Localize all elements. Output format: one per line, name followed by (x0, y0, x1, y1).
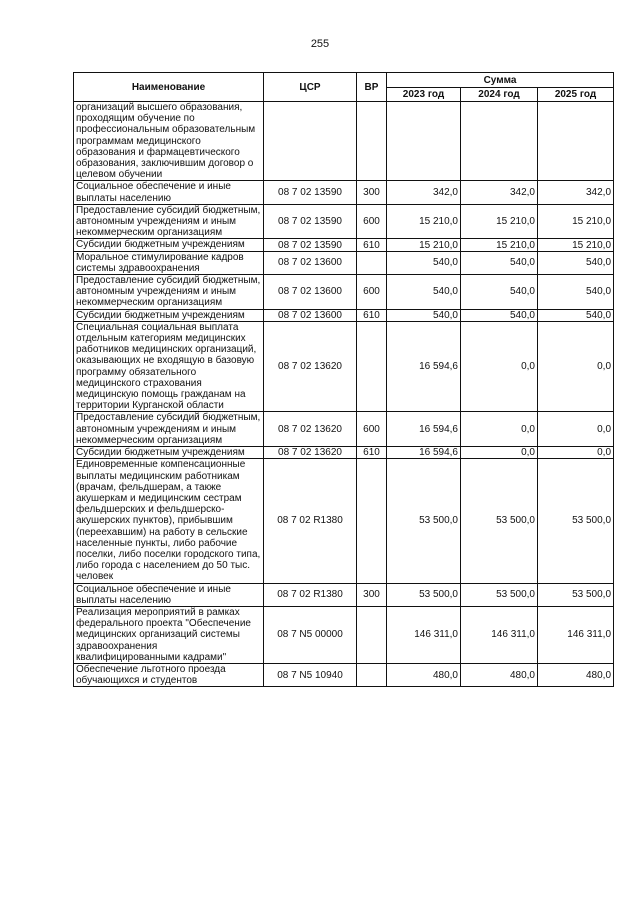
cell-y2023: 53 500,0 (387, 583, 461, 606)
cell-y2024: 540,0 (461, 275, 538, 310)
cell-vr: 300 (357, 181, 387, 204)
cell-csr: 08 7 02 13620 (264, 321, 357, 412)
cell-vr (357, 251, 387, 274)
table-row (74, 606, 614, 663)
table-row (74, 321, 614, 412)
cell-y2023: 146 311,0 (387, 606, 461, 663)
cell-y2023: 15 210,0 (387, 204, 461, 239)
header-csr: ЦСР (264, 73, 357, 102)
cell-csr: 08 7 02 13620 (264, 412, 357, 447)
cell-y2025: 0,0 (538, 321, 614, 412)
header-vr: ВР (357, 73, 387, 102)
cell-name: Моральное стимулирование кадров системы здравоохранения (74, 251, 264, 274)
cell-vr: 610 (357, 239, 387, 251)
cell-y2023: 16 594,6 (387, 412, 461, 447)
table-row (74, 251, 614, 274)
table-row (74, 447, 614, 459)
header-2025: 2025 год (538, 88, 614, 102)
cell-y2025 (538, 102, 614, 181)
cell-y2025: 146 311,0 (538, 606, 614, 663)
cell-csr: 08 7 02 13620 (264, 447, 357, 459)
cell-name: Социальное обеспечение и иные выплаты населению (74, 583, 264, 606)
cell-y2023 (387, 102, 461, 181)
page-number: 255 (310, 38, 330, 50)
budget-table (73, 72, 614, 687)
cell-csr: 08 7 N5 10940 (264, 663, 357, 686)
header-row (74, 73, 614, 88)
cell-name: Единовременные компенсационные выплаты медицинским работникам (врачам, фельдшерам, а также акушеркам и медицинским сестрам фельдшерских и фельдшерско-акушерских пунктов), прибывшим (переехавшим) на работу в сельские населенные пункты, либо рабочие поселки, либо поселки городского типа, либо города с населением до 50 тыс. человек (74, 459, 264, 583)
cell-y2023: 16 594,6 (387, 447, 461, 459)
cell-y2024: 0,0 (461, 412, 538, 447)
cell-vr (357, 321, 387, 412)
table-row (74, 583, 614, 606)
cell-y2024: 342,0 (461, 181, 538, 204)
cell-y2024: 53 500,0 (461, 583, 538, 606)
table-row (74, 412, 614, 447)
table-row (74, 181, 614, 204)
cell-y2024: 480,0 (461, 663, 538, 686)
cell-csr: 08 7 N5 00000 (264, 606, 357, 663)
table-row (74, 663, 614, 686)
cell-csr: 08 7 02 13600 (264, 275, 357, 310)
header-2024: 2024 год (461, 88, 538, 102)
table-row (74, 239, 614, 251)
cell-csr: 08 7 02 13590 (264, 181, 357, 204)
cell-y2023: 53 500,0 (387, 459, 461, 583)
cell-vr (357, 663, 387, 686)
cell-vr (357, 606, 387, 663)
cell-csr: 08 7 02 13590 (264, 239, 357, 251)
cell-y2025: 15 210,0 (538, 239, 614, 251)
header-name: Наименование (74, 73, 264, 102)
cell-y2025: 540,0 (538, 251, 614, 274)
cell-y2025: 0,0 (538, 447, 614, 459)
cell-vr: 610 (357, 309, 387, 321)
table-row (74, 459, 614, 583)
cell-vr: 600 (357, 412, 387, 447)
cell-y2023: 15 210,0 (387, 239, 461, 251)
cell-vr (357, 102, 387, 181)
cell-vr: 600 (357, 204, 387, 239)
cell-csr: 08 7 02 R1380 (264, 583, 357, 606)
cell-name: Социальное обеспечение и иные выплаты населению (74, 181, 264, 204)
table-row (74, 275, 614, 310)
cell-y2025: 0,0 (538, 412, 614, 447)
cell-vr (357, 459, 387, 583)
cell-csr: 08 7 02 13590 (264, 204, 357, 239)
header-sum: Сумма (387, 73, 614, 88)
cell-y2025: 540,0 (538, 275, 614, 310)
cell-y2024: 0,0 (461, 321, 538, 412)
cell-name: Предоставление субсидий бюджетным, автономным учреждениям и иным некоммерческим организациям (74, 412, 264, 447)
cell-y2024: 15 210,0 (461, 239, 538, 251)
cell-vr: 600 (357, 275, 387, 310)
cell-name: Реализация мероприятий в рамках федерального проекта "Обеспечение медицинских организаций системы здравоохранения квалифицированными кадрами" (74, 606, 264, 663)
cell-name: Субсидии бюджетным учреждениям (74, 309, 264, 321)
table-body (74, 102, 614, 687)
cell-y2025: 480,0 (538, 663, 614, 686)
cell-csr: 08 7 02 13600 (264, 251, 357, 274)
cell-vr: 610 (357, 447, 387, 459)
cell-y2024: 540,0 (461, 251, 538, 274)
cell-csr: 08 7 02 R1380 (264, 459, 357, 583)
cell-y2024: 540,0 (461, 309, 538, 321)
cell-name: Обеспечение льготного проезда обучающихся и студентов (74, 663, 264, 686)
cell-y2025: 53 500,0 (538, 459, 614, 583)
cell-y2023: 540,0 (387, 251, 461, 274)
cell-y2023: 540,0 (387, 275, 461, 310)
cell-name: Субсидии бюджетным учреждениям (74, 447, 264, 459)
table-row (74, 204, 614, 239)
cell-vr: 300 (357, 583, 387, 606)
cell-name: Субсидии бюджетным учреждениям (74, 239, 264, 251)
cell-name: Предоставление субсидий бюджетным, автономным учреждениям и иным некоммерческим организациям (74, 204, 264, 239)
cell-y2024: 146 311,0 (461, 606, 538, 663)
table-row (74, 309, 614, 321)
cell-csr: 08 7 02 13600 (264, 309, 357, 321)
cell-y2024 (461, 102, 538, 181)
cell-y2024: 53 500,0 (461, 459, 538, 583)
cell-name: Специальная социальная выплата отдельным категориям медицинских работников медицинских организаций, оказывающих не входящую в базовую программу обязательного медицинского страхования медицинскую помощь гражданам на территории Курганской области (74, 321, 264, 412)
cell-y2023: 540,0 (387, 309, 461, 321)
cell-y2025: 53 500,0 (538, 583, 614, 606)
cell-y2024: 0,0 (461, 447, 538, 459)
cell-y2023: 16 594,6 (387, 321, 461, 412)
cell-y2025: 342,0 (538, 181, 614, 204)
cell-name: организаций высшего образования, проходящим обучение по профессиональным образовательным программам медицинского образования и фармацевтического образования, заключившим договор о целевом обучении (74, 102, 264, 181)
table-row (74, 102, 614, 181)
cell-csr (264, 102, 357, 181)
cell-y2023: 480,0 (387, 663, 461, 686)
cell-y2025: 540,0 (538, 309, 614, 321)
cell-y2024: 15 210,0 (461, 204, 538, 239)
header-2023: 2023 год (387, 88, 461, 102)
cell-y2023: 342,0 (387, 181, 461, 204)
cell-y2025: 15 210,0 (538, 204, 614, 239)
cell-name: Предоставление субсидий бюджетным, автономным учреждениям и иным некоммерческим организациям (74, 275, 264, 310)
